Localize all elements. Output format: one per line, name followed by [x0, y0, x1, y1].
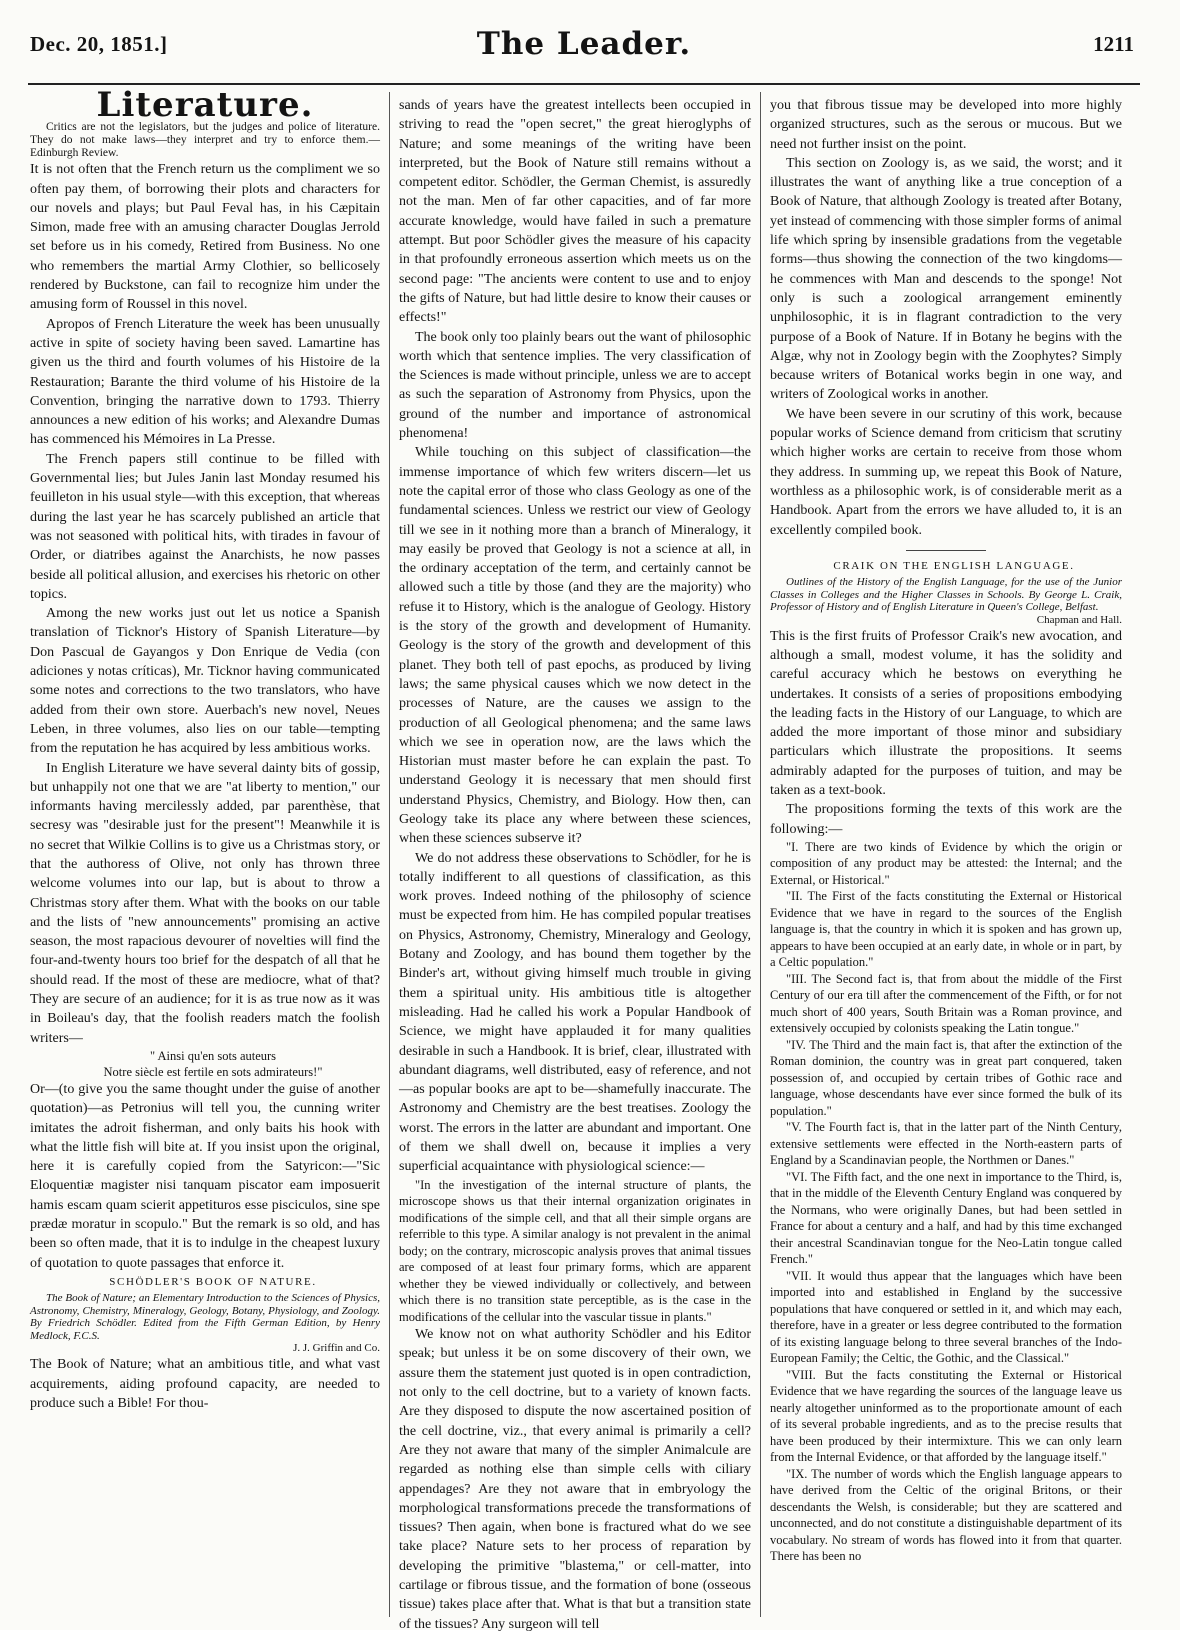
- publisher: J. J. Griffin and Co.: [293, 1342, 380, 1355]
- block-quote: "In the investigation of the internal structure of plants, the microscope shows us that their internal organization originates in modifications of the simple cell, and that all their simple organs are referrible to this type. A similar analogy is not prevalent in the animal body; on the contrary, microscopic analysis proves that animal tissues are composed of at least four primary forms, which are apparent whether they be viewed individually or collectively, and between which there is no transition state perceptible, as is the case in the modifications of the cellular into the vascular tissue in plants.": [399, 1177, 751, 1324]
- paragraph: The Book of Nature; what an ambitious title, and what vast acquirements, aiding profound capacity, are needed to produce such a Bible! For thou-: [30, 1357, 380, 1411]
- paragraph: We do not address these observations to Schödler, for he is totally indifferent to all questions of classification, as this work proves. Indeed nothing of the philosophy of science must be expected from him. He has compiled popular treatises on Physics, Astronomy, Chemistry, Mineralogy and Geology, Botany and Zoology, and has bound them together by the Binder's art, without giving himself much trouble in giving them a spiritual unity. His ambitious title is altogether misleading. Had he called his work a Popular Handbook of Science, we might have applauded it for many qualities desirable in such a Handbook. It is brief, clear, illustrated with abundant diagrams, well distributed, easy of reference, and not—as popular books are apt to be—shamefully inaccurate. The Astronomy and Chemistry are the best treatises. Zoology the worst. The errors in the latter are abundant and important. One of them we shall dwell on, because it implies a very superficial acquaintance with physiological science:—: [399, 850, 751, 1175]
- newspaper-title: The Leader.: [476, 26, 692, 62]
- verse-line: Notre siècle est fertile en sots admirateurs!": [103, 1064, 323, 1079]
- paragraph: This is the first fruits of Professor Craik's new avocation, and although a small, modest volume, it has the solidity and careful accuracy which he bestows on everything he undertakes. It consists of a series of propositions embodying the leading facts in the History of our Language, to which are added the more important of those minor and subsidiary particulars which illustrate the propositions. It seems admirably adapted for the purposes of tuition, and may be taken as a text-book.: [770, 628, 1122, 798]
- page-number: 1211: [1093, 32, 1134, 56]
- paragraph: The book only too plainly bears out the want of philosophic worth which that sentence implies. The very classification of the Sciences is made without principle, unless we are to accept as such the separation of Astronomy from Physics, upon the ground of the number and importance of astronomical phenomena!: [399, 329, 751, 442]
- proposition: "VI. The Fifth fact, and the one next in importance to the Third, is, that in the middle of the Eleventh Century England was conquered by the Normans, who were originally Danes, but had been settled in France for about a century and a half, and had by this time exchanged their ancestral Scandinavian tongue for the Neo-Latin tongue called French.": [770, 1169, 1122, 1267]
- paragraph: This section on Zoology is, as we said, the worst; and it illustrates the want of anything like a true conception of a Book of Nature, that although Zoology is treated after Botany, yet instead of commencing with those simpler forms of animal life which spring by insensible gradations from the vegetable forms—thus showing the connection of the two kingdoms—he commences with Man and descends to the sponge! Not only is such a zoological arrangement eminently unphilosophic, it is in flagrant contradiction to the very purpose of a Book of Nature. If in Botany he begins with the Algæ, why not in Zoology begin with the Zoophytes? Simply because writers of Botanical works begin in one way, and writers of Zoological works in another.: [770, 155, 1122, 403]
- proposition: "IV. The Third and the main fact is, that after the extinction of the Roman dominion, the country was in great part conquered, taken possession of, and occupied by certain tribes of Gothic race and language, whose descendants have ever since formed the bulk of its population.": [770, 1037, 1122, 1118]
- publisher: Chapman and Hall.: [1036, 613, 1122, 626]
- review-heading: SCHÖDLER'S BOOK OF NATURE.: [109, 1275, 317, 1288]
- proposition: "III. The Second fact is, that from about the middle of the First Century of our era till after the commencement of the Fifth, or for not much short of 400 years, South Britain was a Roman province, and extensively occupied by colonists speaking the Latin tongue.": [770, 971, 1122, 1036]
- column-3: [770, 96, 1122, 1616]
- paragraph: It is not often that the French return us the compliment we so often pay them, of borrowing their plots and characters for our novels and plays; but Paul Feval has, in his Cæpitain Simon, made free with an amusing character Douglas Jerrold set before us in his comedy, Retired from Business. No one who remembers the martial Army Clothier, so bellicosely rendered by Buckstone, can fail to recognize him under the amusing form of Roussel in this novel.: [30, 162, 380, 313]
- verse-line: " Ainsi qu'en sots auteurs: [149, 1048, 277, 1063]
- book-reference: The Book of Nature; an Elementary Introduction to the Sciences of Physics, Astronomy, Chemistry, Mineralogy, Geology, Botany, Physiology, and Zoology. By Friedrich Schödler. Edited from the Fifth German Edition, by Henry Medlock, F.C.S.: [30, 1292, 380, 1342]
- masthead: [28, 28, 1140, 84]
- paragraph: you that fibrous tissue may be developed into more highly organized structures, such as the serous or mucous. But we need not further insist on the point.: [770, 98, 1122, 152]
- paragraph: In English Literature we have several dainty bits of gossip, but unhappily not one that we are "at liberty to mention," our informants having mercilessly added, par parenthèse, that secresy was "desirable just for the present"! Meanwhile it is no secret that Wilkie Collins is to give us a Christmas story, or that the authoress of Olive, not only has thrown three welcome volumes into our lap, but is about to throw a Christmas story after them. What with the books on our table and the lists of "new announcements" promising an active season, the most rapacious devourer of novelties will find the four-and-twenty hours too brief for the despatch of all that he should read. If the most of these are mediocre, what of that? They are secure of an audience; for it is as true now as it was in Boileau's day, that the foolish readers match the foolish writers—: [30, 760, 380, 1046]
- paragraph: sands of years have the greatest intellects been occupied in striving to read the "open secret," the great hieroglyphs of Nature; and some meanings of the writing have been interpreted, but the Book of Nature still remains without a competent editor. Schödler, the German Chemist, is assuredly not the man. Men of far other capacities, and of far more accurate knowledge, would have failed in such a premature attempt. But poor Schödler gives the measure of his capacity in that profoundly erroneous assertion which meets us on the second page: "The ancients were content to use and to enjoy the gifts of Nature, but had little desire to know their causes or effects!": [399, 98, 751, 326]
- section-title: Literature.: [96, 85, 314, 125]
- column-1: [30, 85, 380, 1616]
- proposition: "V. The Fourth fact is, that in the latter part of the Ninth Century, extensive settlements were effected in the North-eastern parts of England by a Scandinavian people, the Northmen or Danes.": [770, 1120, 1122, 1168]
- column-divider: [760, 92, 761, 1617]
- proposition: "VII. It would thus appear that the languages which have been imported into and established in England by the successive populations that have conquered or settled in it, and which may each, therefore, have in a greater or less degree contributed to the formation of its existing language belong to three several branches of the Indo-European Family; the Celtic, the Gothic, and the Classical.": [770, 1268, 1122, 1366]
- paragraph: While touching on this subject of classification—the immense importance of which few writers discern—let us note the capital error of those who class Geology as one of the fundamental sciences. Unless we restrict our view of Geology till we see in it nothing more than a branch of Mineralogy, it may easily be proved that Geology is not a science at all, in the ordinary acceptation of the term, and certainly cannot be allowed such a title by those (and they are the majority) who refuse it to History, which is the analogue of Geology. History is the story of the growth and development of Humanity. Geology is the story of the growth and development of this planet. They both tell of past epochs, as produced by living laws; the same physical causes which we now detect in the processes of Nature, are the causes we assign to the production of all Geological phenomena; and the same laws which we see in operation now, are the laws which the Historian must master before he can explain the past. To understand Geology it is necessary that men should first understand Physics, Chemistry, and Biology. How then, can Geology take its place any where between these sciences, when these sciences subserve it?: [399, 445, 751, 847]
- column-divider: [389, 92, 390, 1617]
- issue-date: Dec. 20, 1851.]: [30, 32, 168, 56]
- paragraph: The French papers still continue to be filled with Governmental lies; but Jules Janin last Monday resumed his feuilleton in his usual style—with this exception, that whereas during the last year he has scarcely published an article that was not seasoned with political hits, with tirades in favour of Order, or diatribes against the Anarchists, he now passes beside all political allusion, and exercises his rhetoric on other topics.: [30, 451, 380, 602]
- column-2: [399, 96, 751, 1632]
- paragraph: Or—(to give you the same thought under the guise of another quotation)—as Petronius will tell you, the cunning writer imitates the adroit fisherman, and only baits his hook with what the little fish will bite at. If you insist upon the original, here it is carefully copied from the Satyricon:—"Sic Eloquentiæ magister nisi tanquam piscator eam imposuerit hamis escam quam scierit appetituros esse pisciculos, sine spe prædæ moratur in scopulo." But the remark is so old, and has been so often made, that it is to indulge in the cheapest luxury of quotation to quote passages that enforce it.: [30, 1081, 380, 1271]
- epigraph: Critics are not the legislators, but the judges and police of literature. They do not make laws—they interpret and try to enforce them.—Edinburgh Review.: [30, 121, 380, 160]
- review-heading: CRAIK ON THE ENGLISH LANGUAGE.: [833, 559, 1075, 572]
- section-rule: [906, 550, 986, 551]
- paragraph: Among the new works just out let us notice a Spanish translation of Ticknor's History of Spanish Literature—by Don Pascual de Gayangos y Don Enrique de Vedia (con adiciones y notas críticas), Mr. Ticknor having communicated some notes and corrections to the two translators, who have added from their own store. Auerbach's new novel, Neues Leben, in three volumes, also lies on our table—tempting from the reputation he has acquired by less ambitious works.: [30, 606, 380, 757]
- proposition: "IX. The number of words which the English language appears to have derived from the Celtic of the original Britons, or their descendants the Welsh, is considerable; but they are scattered and unconnected, and do not constitute a distinguishable department of its vocabulary. No stream of words has flowed into it from that quarter. There has been no: [770, 1466, 1122, 1564]
- book-reference: Outlines of the History of the English Language, for the use of the Junior Classes in Colleges and the Higher Classes in Schools. By George L. Craik, Professor of History and of English Literature in Queen's College, Belfast.: [770, 576, 1122, 614]
- proposition: "I. There are two kinds of Evidence by which the origin or composition of any product may be attested: the Internal; and the External, or Historical.": [770, 839, 1122, 887]
- paragraph: Apropos of French Literature the week has been unusually active in spite of society having been saved. Lamartine has given us the third and fourth volumes of his Histoire de la Restauration; Barante the third volume of his Histoire de la Convention, bringing the narrative down to 1793. Thierry announces a new edition of his works; and Alexandre Dumas has commenced his Mémoires in La Presse.: [30, 316, 380, 448]
- proposition: "VIII. But the facts constituting the External or Historical Evidence that we have regarding the sources of the language leave us nearly altogether uninformed as to the proportionate amount of each of its several probable ingredients, and as to the precise results that have been produced by their intermixture. This we can only learn from the Internal Evidence, or that afforded by the language itself.": [770, 1367, 1122, 1465]
- paragraph: We have been severe in our scrutiny of this work, because popular works of Science demand from criticism that scrutiny which higher works are certain to receive from those whom they address. In summing up, we repeat this Book of Nature, worthless as a philosophic work, is of considerable merit as a Handbook. Apart from the errors we have alluded to, it is an excellently compiled book.: [770, 406, 1122, 538]
- proposition: "II. The First of the facts constituting the External or Historical Evidence that we have in regard to the sources of the English language is, that the country in which it is spoken and has grown up, appears to have been occupied at an early date, in whole or in part, by a Celtic population.": [770, 889, 1122, 970]
- paragraph: The propositions forming the texts of this work are the following:—: [770, 802, 1122, 837]
- paragraph: We know not on what authority Schödler and his Editor speak; but unless it be on some discovery of their own, we assure them the statement just quoted is in open contradiction, not only to the cell doctrine, but to a variety of known facts. Are they disposed to dispute the now ascertained position of the cell doctrine, viz., that every animal is primarily a cell? Are they not aware that many of the simpler Animalcule are regarded as nothing else than simple cells with ciliary appendages? Are they not aware that in embryology the morphological transformations precede the transformations of tissues? Then again, when bone is fractured what do we see take place? Nature sets to her process of reparation by developing the primitive "blastema," or cell-matter, into cartilage or fibrous tissue, and the formation of bone (osseous tissue) takes place after that. What is that but a transition state of the tissues? Any surgeon will tell: [399, 1327, 751, 1632]
